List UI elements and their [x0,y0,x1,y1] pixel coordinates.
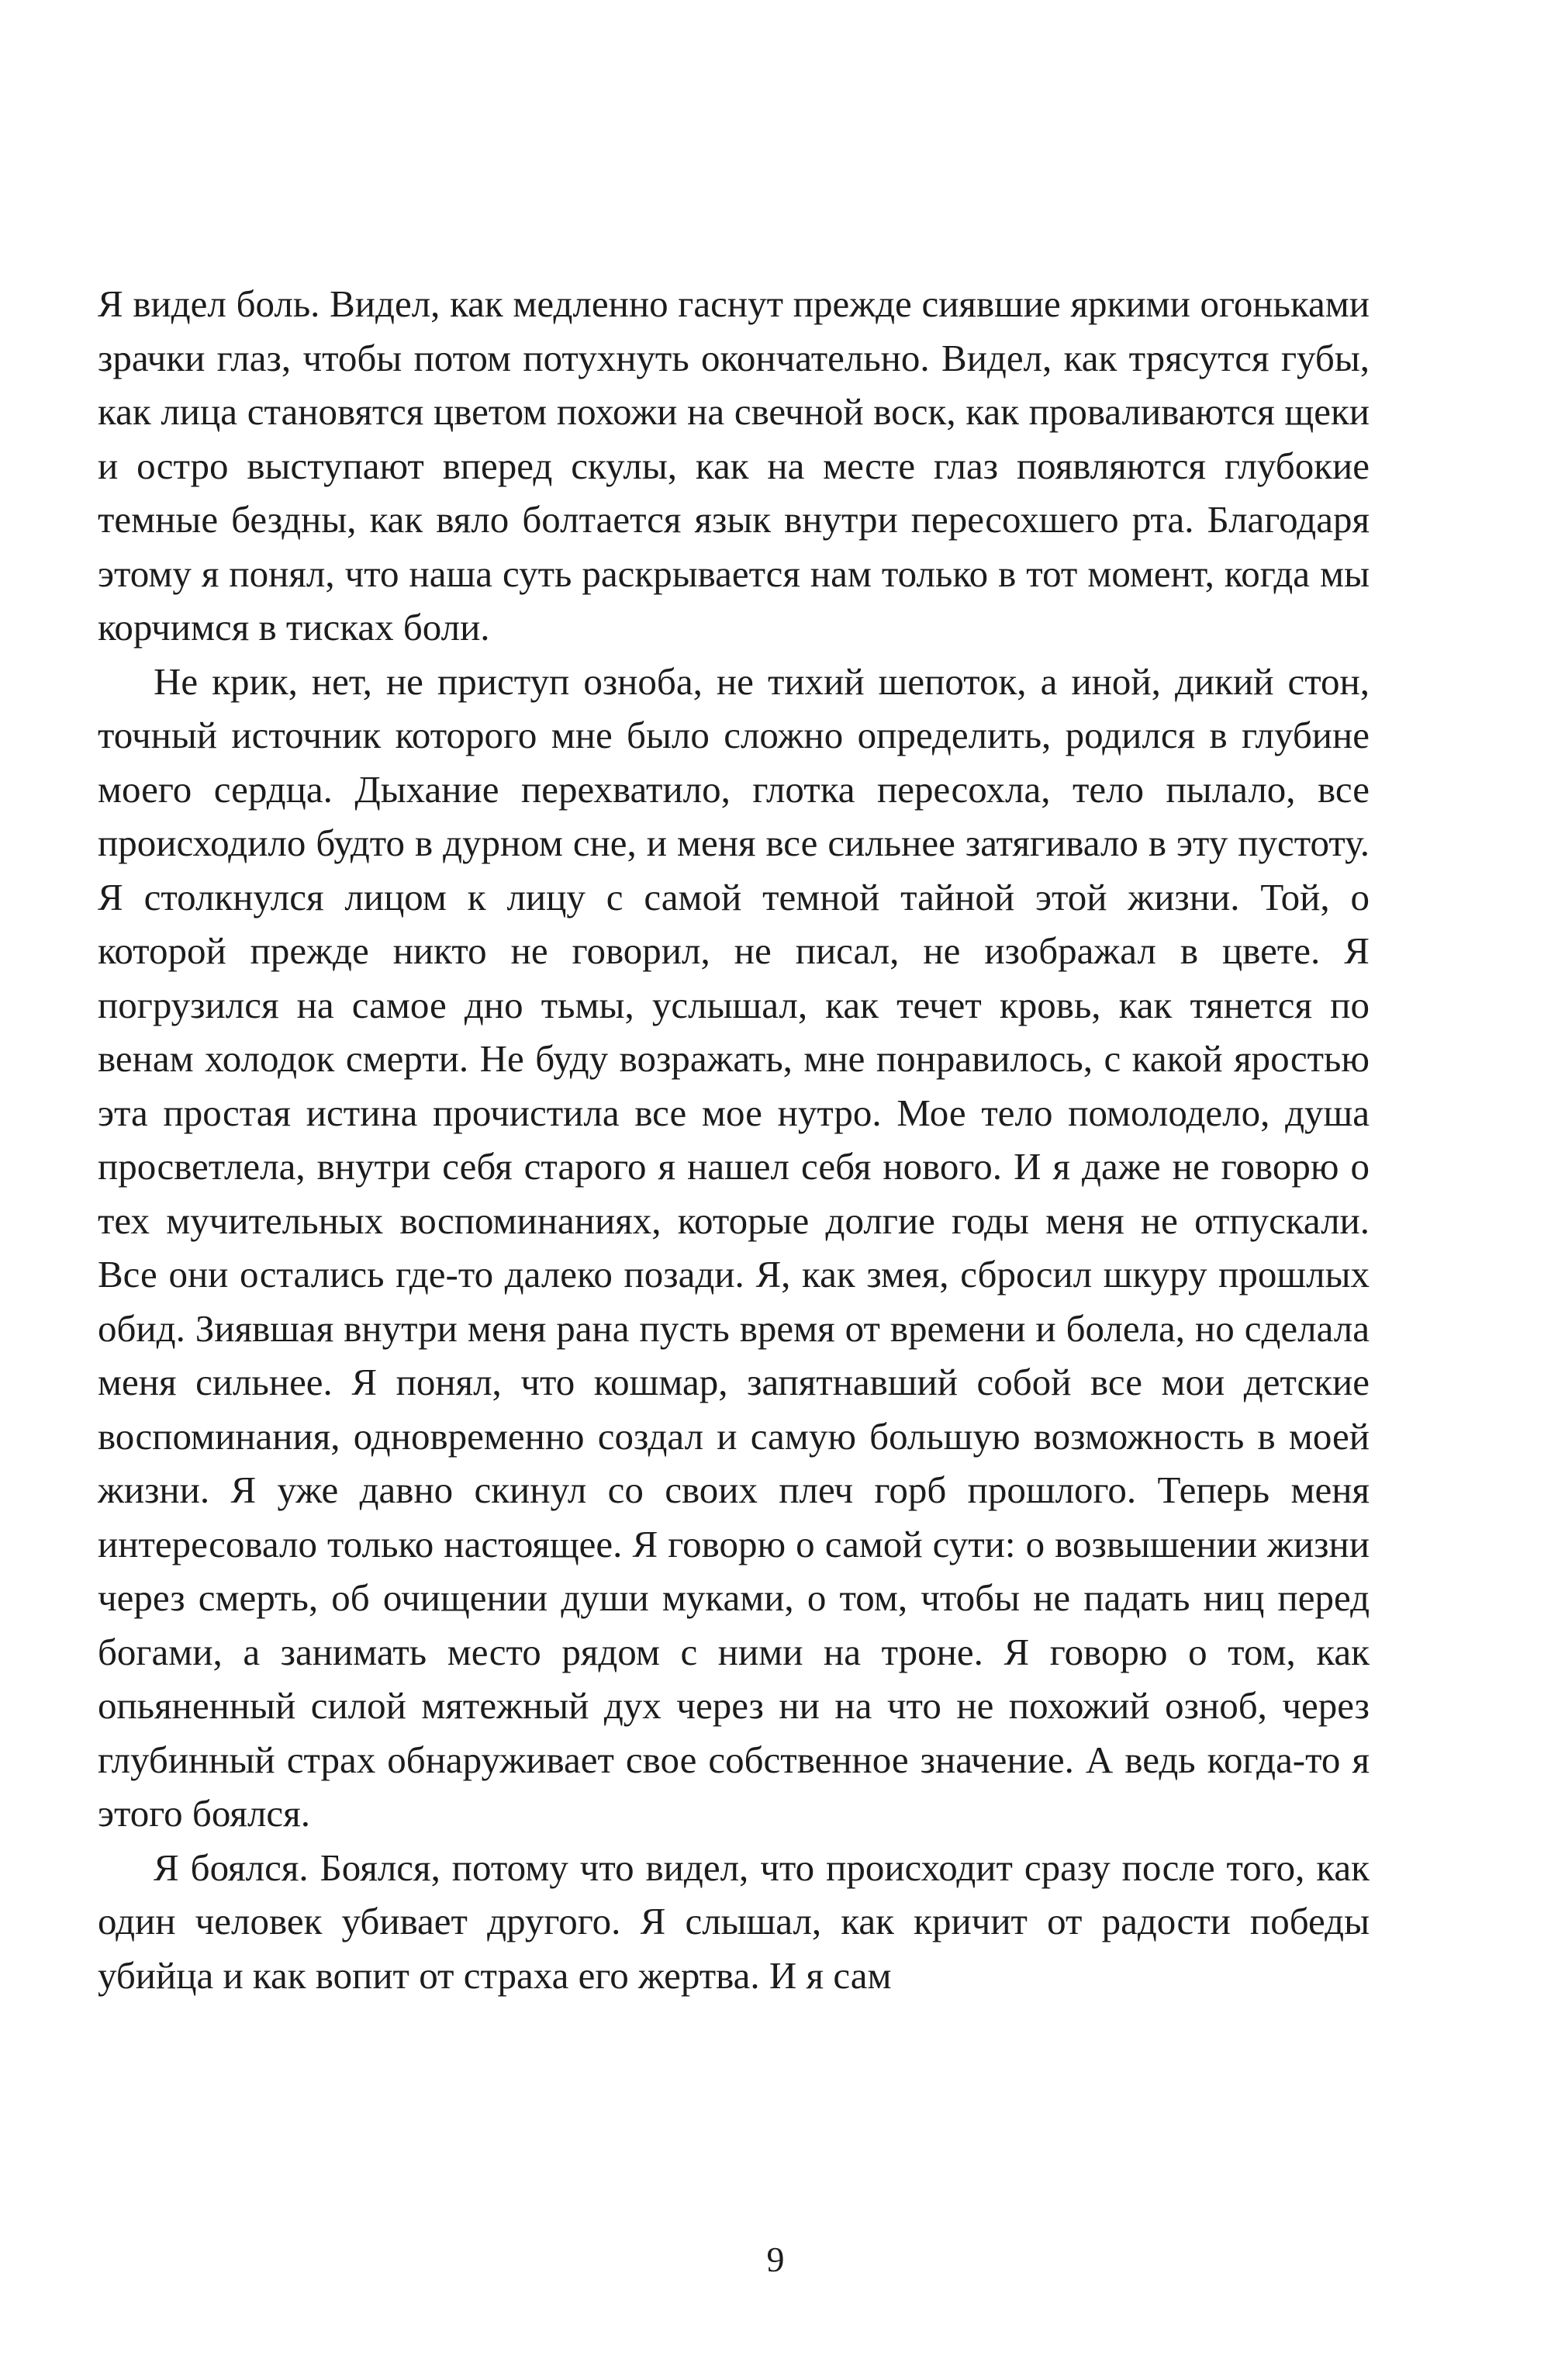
paragraph-1: Я видел боль. Видел, как медленно гаснут прежде сиявшие яркими огоньками зрачки глаз, чтобы потом потухнуть окончательно. Видел, как трясутся губы, как лица становятся цветом похожи на свечной воск, как проваливаются щеки и остро выступают вперед скулы, как на месте глаз появляются глубокие темные бездны, как вяло болтается язык внутри пересохшего рта. Благодаря этому я понял, что наша суть раскрывается нам только в тот момент, когда мы корчимся в тисках боли. [98,282,1370,649]
page-number: 9 [766,2240,785,2279]
paragraph-2: Не крик, нет, не приступ озноба, не тихий шепоток, а иной, дикий стон, точный источник которого мне было сложно определить, родился в глубине моего сердца. Дыхание перехватило, глотка пересохла, тело пылало, все происходило будто в дурном сне, и меня все сильнее затягивало в эту пустоту. Я столкнулся лицом к лицу с самой темной тайной этой жизни. Той, о которой прежде никто не говорил, не писал, не изображал в цвете. Я погрузился на самое дно тьмы, услышал, как течет кровь, как тянется по венам холодок смерти. Не буду возражать, мне понравилось, с какой яростью эта простая истина прочистила все мое нутро. Мое тело помолодело, душа просветлела, внутри себя старого я нашел себя нового. И я даже не говорю о тех мучительных воспоминаниях, которые долгие годы меня не отпускали. Все они остались где-то далеко позади. Я, как змея, сбросил шкуру прошлых обид. Зиявшая внутри меня рана пусть время от времени и болела, но сделала меня сильнее. Я понял, что кошмар, запятнавший собой все мои детские воспоминания, одновременно создал и самую большую возможность в моей жизни. Я уже давно скинул со своих плеч горб прошлого. Теперь меня интересовало только настоящее. Я говорю о самой сути: о возвышении жизни через смерть, об очищении души муками, о том, чтобы не падать ниц перед богами, а занимать место рядом с ними на троне. Я говорю о том, как опьяненный силой мятежный дух через ни на что не похожий озноб, через глубинный страх обнаруживает свое собственное значение. А ведь когда-то я этого боялся. [98,659,1370,1835]
body-text [98,277,1370,2002]
paragraph-3: Я боялся. Боялся, потому что видел, что происходит сразу после того, как один человек убивает другого. Я слышал, как кричит от радости победы убийца и как вопит от страха его жертва. И я сам [98,1846,1370,1997]
